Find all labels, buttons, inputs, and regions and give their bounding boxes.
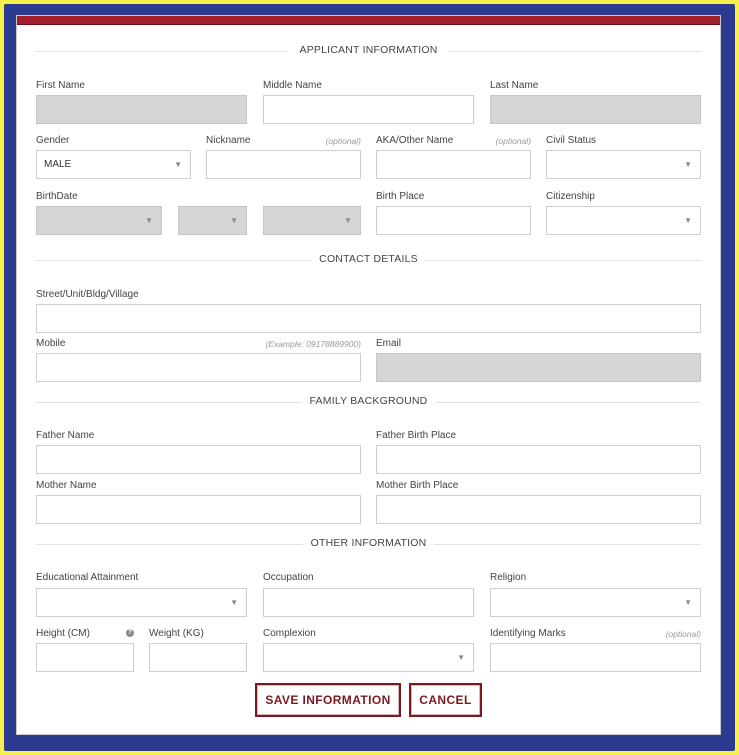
chevron-down-icon: ▼ xyxy=(174,160,182,169)
mobile-example-hint: (Example: 09178889900) xyxy=(265,339,361,349)
aka-label: AKA/Other Name xyxy=(376,135,454,146)
divider-line xyxy=(434,544,701,545)
street-label: Street/Unit/Bldg/Village xyxy=(36,289,139,300)
chevron-down-icon: ▼ xyxy=(344,216,352,225)
mother-name-input[interactable] xyxy=(36,495,361,524)
civil-status-label: Civil Status xyxy=(546,135,597,146)
chevron-down-icon: ▼ xyxy=(684,216,692,225)
mother-birth-place-label: Mother Birth Place xyxy=(376,480,459,491)
form-card xyxy=(17,16,720,734)
education-label: Educational Attainment xyxy=(36,572,139,583)
birthdate-year-select[interactable] xyxy=(263,206,361,235)
education-select[interactable] xyxy=(36,588,247,617)
nickname-optional-hint: (optional) xyxy=(325,136,361,146)
chevron-down-icon: ▼ xyxy=(457,653,465,662)
birth-place-label: Birth Place xyxy=(376,191,425,202)
email-label: Email xyxy=(376,338,402,349)
occupation-input[interactable] xyxy=(263,588,474,617)
gender-select[interactable] xyxy=(36,150,191,179)
birthdate-day-select[interactable] xyxy=(178,206,247,235)
height-label: Height (CM) xyxy=(36,628,90,639)
complexion-label: Complexion xyxy=(263,628,316,639)
first-name-input[interactable] xyxy=(36,95,247,124)
citizenship-label: Citizenship xyxy=(546,191,595,202)
height-input[interactable] xyxy=(36,643,134,672)
mother-name-label: Mother Name xyxy=(36,480,97,491)
gender-label: Gender xyxy=(36,135,70,146)
section-title: CONTACT DETAILS xyxy=(319,253,418,265)
occupation-label: Occupation xyxy=(263,572,314,583)
civil-status-select[interactable] xyxy=(546,150,701,179)
divider-line xyxy=(449,51,701,52)
accent-bar xyxy=(17,16,720,25)
father-birth-place-input[interactable] xyxy=(376,445,701,474)
birthdate-month-select[interactable] xyxy=(36,206,162,235)
section-family-header xyxy=(36,395,701,409)
divider-line xyxy=(425,260,701,261)
father-name-input[interactable] xyxy=(36,445,361,474)
section-title: FAMILY BACKGROUND xyxy=(309,395,428,407)
weight-input[interactable] xyxy=(149,643,247,672)
father-name-label: Father Name xyxy=(36,430,95,441)
save-information-button[interactable]: SAVE INFORMATION xyxy=(255,683,401,717)
section-title: OTHER INFORMATION xyxy=(310,537,427,549)
religion-label: Religion xyxy=(490,572,527,583)
aka-optional-hint: (optional) xyxy=(495,136,531,146)
complexion-select[interactable] xyxy=(263,643,474,672)
chevron-down-icon: ▼ xyxy=(684,160,692,169)
mother-birth-place-input[interactable] xyxy=(376,495,701,524)
nickname-input[interactable] xyxy=(206,150,361,179)
identifying-marks-optional-hint: (optional) xyxy=(665,629,701,639)
birthdate-label: BirthDate xyxy=(36,191,78,202)
section-applicant-header xyxy=(36,44,701,58)
religion-select[interactable] xyxy=(490,588,701,617)
email-input[interactable] xyxy=(376,353,701,382)
middle-name-label: Middle Name xyxy=(263,80,322,91)
identifying-marks-label: Identifying Marks xyxy=(490,628,566,639)
gender-value: MALE xyxy=(44,159,72,170)
chevron-down-icon: ▼ xyxy=(684,598,692,607)
weight-label: Weight (KG) xyxy=(149,628,204,639)
birth-place-input[interactable] xyxy=(376,206,531,235)
last-name-input[interactable] xyxy=(490,95,701,124)
help-icon[interactable]: ? xyxy=(127,629,133,636)
chevron-down-icon: ▼ xyxy=(230,598,238,607)
mobile-input[interactable] xyxy=(36,353,361,382)
section-title: APPLICANT INFORMATION xyxy=(299,44,438,56)
section-contact-header xyxy=(36,253,701,267)
first-name-label: First Name xyxy=(36,80,85,91)
identifying-marks-input[interactable] xyxy=(490,643,701,672)
aka-input[interactable] xyxy=(376,150,531,179)
street-input[interactable] xyxy=(36,304,701,333)
middle-name-input[interactable] xyxy=(263,95,474,124)
last-name-label: Last Name xyxy=(490,80,539,91)
chevron-down-icon: ▼ xyxy=(145,216,153,225)
nickname-label: Nickname xyxy=(206,135,251,146)
mobile-label: Mobile xyxy=(36,338,66,349)
citizenship-select[interactable] xyxy=(546,206,701,235)
chevron-down-icon: ▼ xyxy=(230,216,238,225)
cancel-button[interactable]: CANCEL xyxy=(409,683,482,717)
father-birth-place-label: Father Birth Place xyxy=(376,430,457,441)
section-other-header xyxy=(36,537,701,551)
divider-line xyxy=(435,402,701,403)
